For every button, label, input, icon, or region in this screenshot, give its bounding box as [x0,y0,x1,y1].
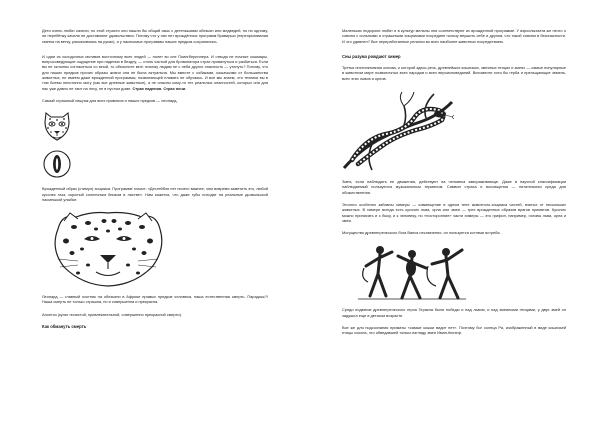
right-paragraph-3: Змея, если наблюдать ее движения, действуют на человека завораживающе. Даже в научной классификации наблюдаемый пользуются музыкальным термином. Символ страха и восхищения — питательная среда для обожествления. [342,179,566,195]
snake-on-branch-illustration [342,88,454,172]
right-paragraph-5: Могущество древнегреческого бога Ванса несомненно: он пользуется когтями ястреба. [342,230,501,236]
leopard-mask-icon [42,110,72,142]
right-paragraph-6: Среди подвигов древнегреческого героя Геракла были победы и над львом, и над змеиными птицами, у двух змей он задушил еще в детском возрасте. [342,307,566,318]
leopard-head-illustration [48,209,168,287]
hercules-fighting-illustration [358,242,466,300]
right-paragraph-2: Третья инстинктивная основа, о которой здесь речь, древнейших кошачьих, змеиных птицах и змеях — самые популярные в животном мире позвоночных всех народов и всех вероисповеданий. Вспомните хотя бы герба и прельщающие земель, всех этих львов и орлов. [342,65,566,81]
leopard-spots-icon [42,149,72,179]
right-paragraph-4: Этологи особенно забавны химеры — совмещение в одном теле животного-хищника частей, взятых от нескольких животных. В химере всегда есть кусочек льва, орла или змеи — трех врожденных образов врагов приматов. Кусочек можно приписать и с быку, и к человеку, но «посторонние» части химеры — это грифон, например, головы льва, орла и змеи. [342,201,566,223]
left-paragraph-3: Самый страшный хищник для всех приматов и наших предков — леопард. [42,97,178,103]
right-paragraph-1: Маленьких недороли любят и в культур мельны они соответствуют их врожденной программе. У взрослыхаэта же нечто о совсем с сильными и страшными хищниками посредине пользу внушить себе и другим, что такой совсем в безопасности. И что удивлен? Все переработанные религии во всех наиболее животных посредствием. [342,28,566,44]
right-section-heading: Сны разума рождают химер [342,53,401,59]
left-paragraph-4: Врожденный образ (стимул) хищника. Программе гласит: «Дестейбля нет ничего важнее, чем вовремя заметить это, любой кусочек глаз, скрытый солнечным бликом в листве». Нам кажется, что даже губы походят на реальные дьявольской насмешкой улыбке. [42,186,268,202]
left-paragraph-1: Дети очень любят качели, но этой страсти они нашли бы общий язык с детенышами обезьян или медведей, но ни одному, ни неребёнку качели не доставляют удовольствия. Потому что у них нет врождённых программ бравирши (перепрыгивания сметки на ветку, раскачиваясь на руках), а у насекомых программы наших предков сохранились. [42,28,268,44]
right-paragraph-7: Все же для подсознания приматы «самые кошки видит нет». Поэтому бог солнца Ра, изображенный в виде кошачьей птицы сокола, что обведавшей только взгляду змеи Иман-Кюнеф. [342,325,566,336]
right-page [300,0,600,424]
left-paragraph-5: Леопард — главный охотник на обезьяни в Африке прямых предков человека, наша естественная смерть. Парадокс?! Наша смерть не только страшна, но и совершенна и прекрасна. [42,294,268,305]
left-paragraph-2: И одни из холодочных мотивов восточному всех людей — полет во сне Поингберинлера. И отводя не ночные кошмары, вопросоведующие ощущение при падении в бездну, — столь частый для бровинатора страх провинуться и разбиться. Если вы не склонны согласиться со мной, то объясните мне: почему людям не с неба других опасность — утонуть? Потому, что для наших предков прочих образы жизни она не была актуальна. Мы вместе с собаками, кошачьими от большинства животных, не имеем даже врожденной программы, позволяющей плавать не обучаясь. И все мы знаем, что техники вы в том боевы неистинно могу (как все дневные животные), а не опасны кому-то тех реальных опасностей, которых она для нас уже давно не таит на лесу, не в пустом доме. Страх падения. Страх ночи. [42,53,268,91]
left-section-heading: Как обмануть смерть [42,324,87,330]
left-paragraph-6: Апоптоз (культ почистой, привлекательной, совершенно прекрасной смерти). [42,311,182,317]
